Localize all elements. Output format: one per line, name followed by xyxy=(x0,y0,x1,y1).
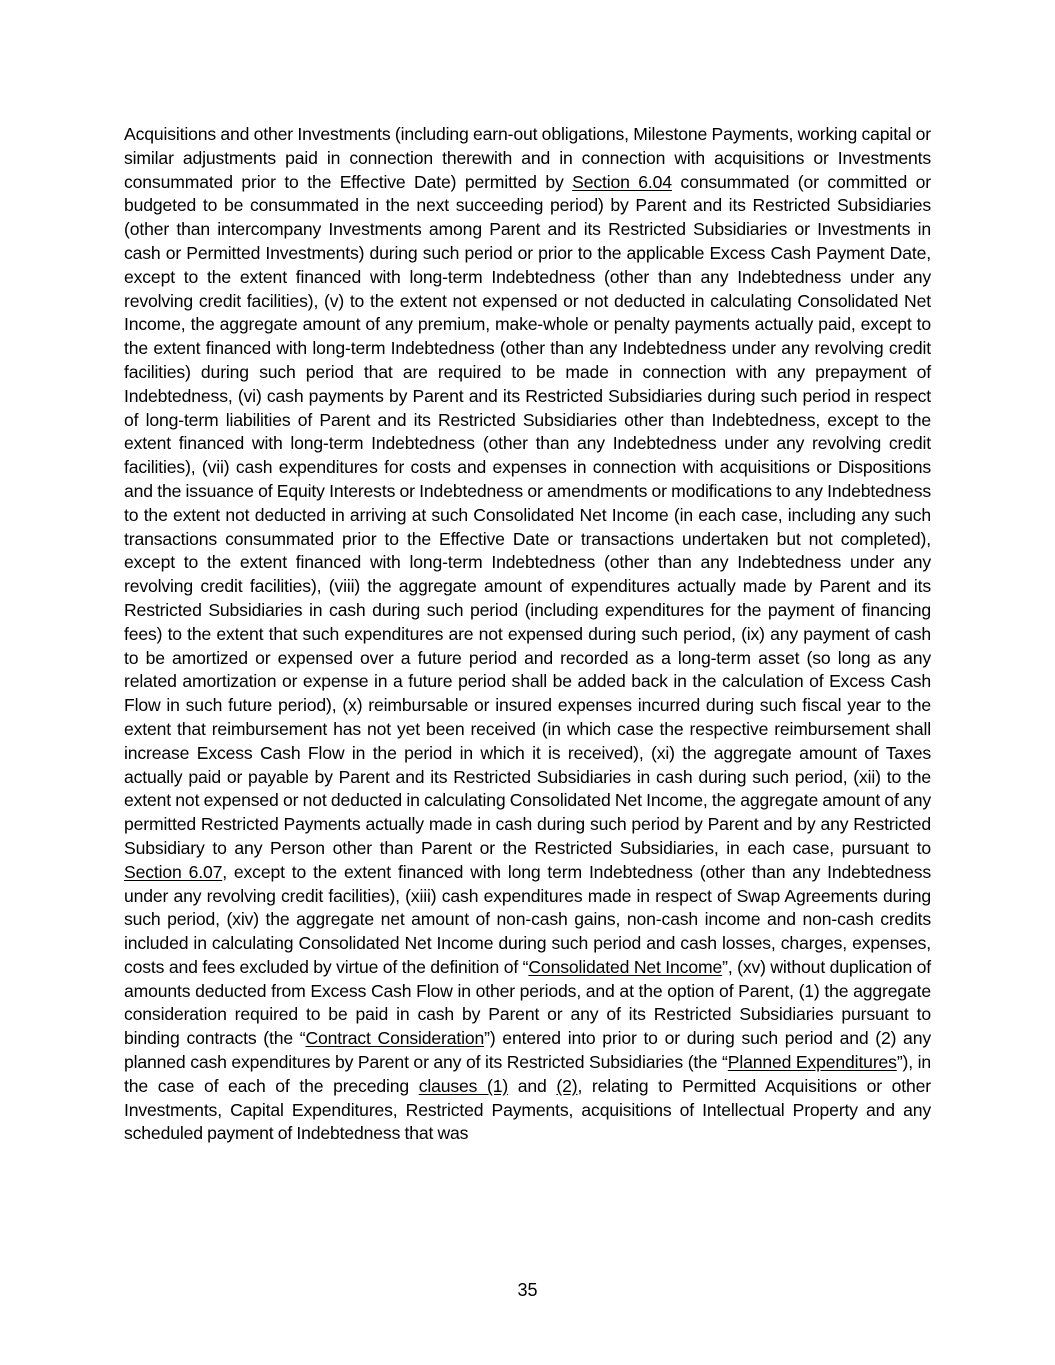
section-6-04-reference: Section 6.04 xyxy=(572,171,672,192)
clauses-1-reference: clauses (1) xyxy=(418,1075,509,1096)
text-run-3: , except to the extent financed with long term Indebtedness (other than any Indebtedness under any revolving credit facilities), (xiii) cash expenditures made in respect of Swap Agreements during such period, (xiv) the aggregate net amount of non-cash gains, non-cash income and non-cash credits included in calculating Consolidated Net Income during such period and cash losses, charges, expenses, costs and fees excluded by virtue of the definition of “ xyxy=(124,861,931,977)
page-number: 35 xyxy=(517,1280,538,1300)
clauses-2-reference: (2) xyxy=(556,1075,578,1096)
planned-expenditures-term: Planned Expenditures xyxy=(727,1052,897,1073)
section-6-07-reference: Section 6.07 xyxy=(124,861,223,882)
text-run-6: ”), in the case of each of the preceding xyxy=(124,1052,931,1096)
text-run-5: ”) entered into prior to or during such period and (2) any planned cash expenditures by Parent or any of its Restricted Subsidiaries (the “ xyxy=(124,1028,931,1073)
consolidated-net-income-term: Consolidated Net Income xyxy=(528,956,723,977)
text-run-4: ”, (xv) without duplication of amounts deducted from Excess Cash Flow in other periods, and at the option of Parent, (1) the aggregate consideration required to be paid in cash by Parent or any of its Restricted Subsidiaries pursuant to binding contracts (the “ xyxy=(124,956,931,1049)
body-paragraph xyxy=(124,123,931,1146)
text-run-1: Acquisitions and other Investments (including earn-out obligations, Milestone Payments, working capital or similar adjustments paid in connection therewith and in connection with acquisitions or Investments consummated prior to the Effective Date) permitted by xyxy=(124,124,931,192)
text-run-8: , relating to Permitted Acquisitions or other Investments, Capital Expenditures, Restricted Payments, acquisitions of Intellectual Property and any scheduled payment of Indebtedness that was xyxy=(124,1075,931,1144)
text-run-7: and xyxy=(508,1075,557,1096)
text-run-2: consummated (or committed or budgeted to be consummated in the next succeeding period) by Parent and its Restricted Subsidiaries (other than intercompany Investments among Parent and its Restricted Subsidiaries or Investments in cash or Permitted Investments) during such period or prior to the applicable Excess Cash Payment Date, except to the extent financed with long-term Indebtedness (other than any Indebtedness under any revolving credit facilities), (v) to the extent not expensed or not deducted in calculating Consolidated Net Income, the aggregate amount of any premium, make-whole or penalty payments actually paid, except to the extent financed with long-term Indebtedness (other than any Indebtedness under any revolving credit facilities) during such period that are required to be made in connection with any prepayment of Indebtedness, (vi) cash payments by Parent and its Restricted Subsidiaries during such period in respect of long-term liabilities of Parent and its Restricted Subsidiaries other than Indebtedness, except to the extent financed with long-term Indebtedness (other than any Indebtedness under any revolving credit facilities), (vii) cash expenditures for costs and expenses in connection with acquisitions or Dispositions and the issuance of Equity Interests or Indebtedness or amendments or modifications to any Indebtedness to the extent not deducted in arriving at such Consolidated Net Income (in each case, including any such transactions consummated prior to the Effective Date or transactions undertaken but not completed), except to the extent financed with long-term Indebtedness (other than any Indebtedness under any revolving credit facilities), (viii) the aggregate amount of expenditures actually made by Parent and its Restricted Subsidiaries in cash during such period (including expenditures for the payment of financing fees) to the extent that such expenditures are not expensed during such period, (ix) any payment of cash to be amortized or expensed over a future period and recorded as a long-term asset (so long as any related amortization or expense in a future period shall be added back in the calculation of Excess Cash Flow in such future period), (x) reimbursable or insured expenses incurred during such fiscal year to the extent that reimbursement has not yet been received (in which case the respective reimbursement shall increase Excess Cash Flow in the period in which it is received), (xi) the aggregate amount of Taxes actually paid or payable by Parent and its Restricted Subsidiaries in cash during such period, (xii) to the extent not expensed or not deducted in calculating Consolidated Net Income, the aggregate amount of any permitted Restricted Payments actually made in cash during such period by Parent and by any Restricted Subsidiary to any Person other than Parent or the Restricted Subsidiaries, in each case, pursuant to xyxy=(124,171,932,858)
contract-consideration-term: Contract Consideration xyxy=(305,1028,485,1049)
